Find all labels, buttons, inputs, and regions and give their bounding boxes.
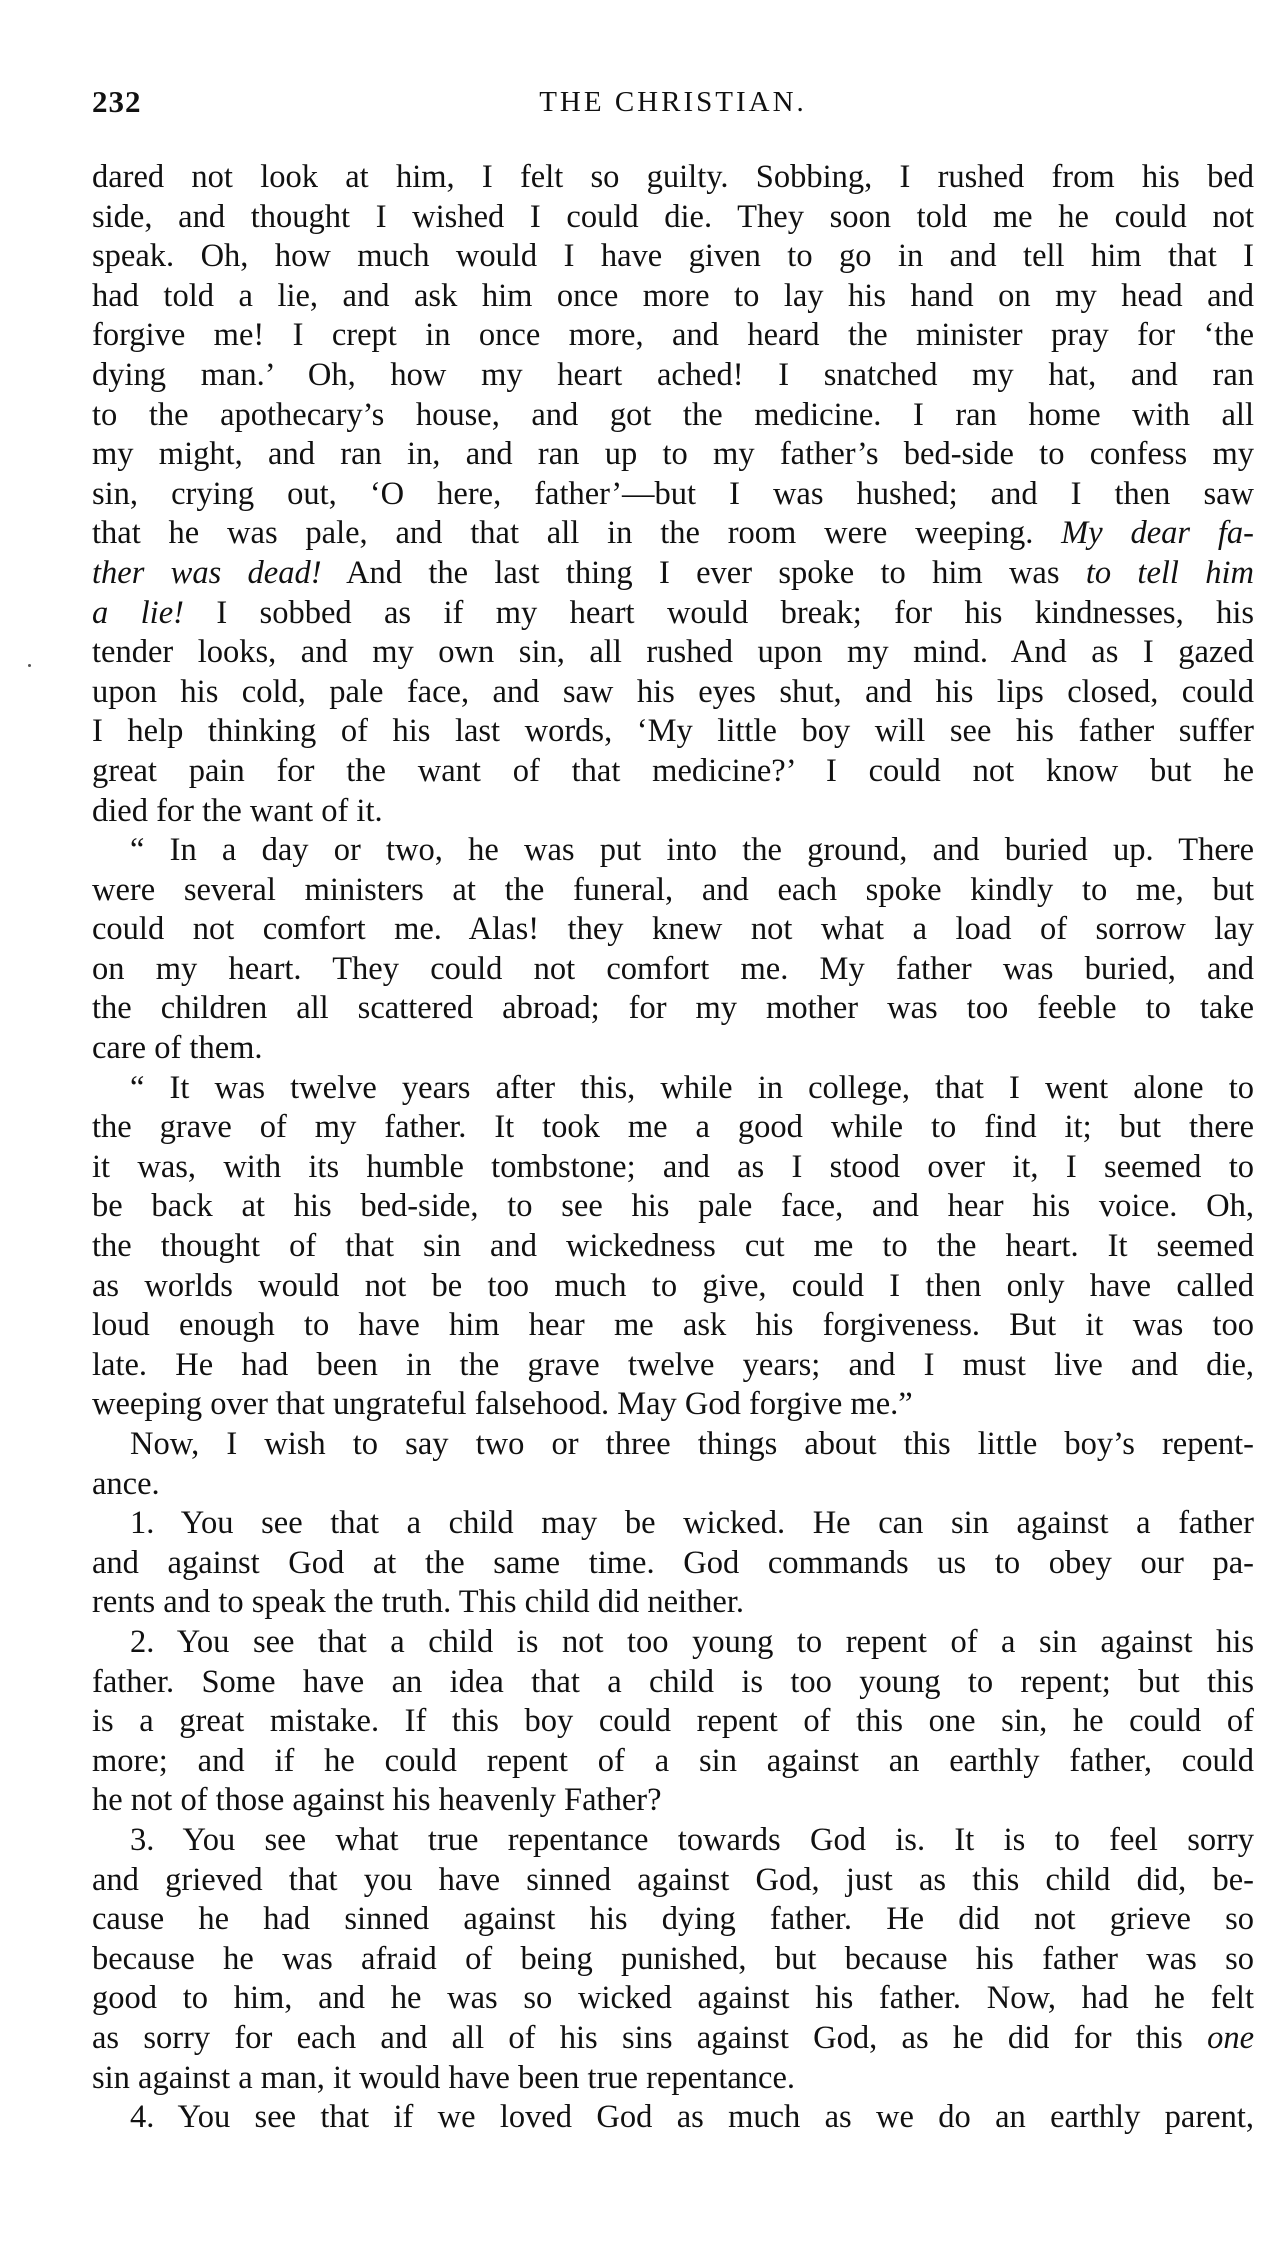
text-line <box>92 1504 1254 1544</box>
text-line <box>92 1861 1254 1901</box>
line-text: and grieved that you have sinned against God, just as this child did, be- <box>92 1861 1254 1898</box>
text-line <box>92 1346 1254 1386</box>
text-line <box>92 989 1254 1029</box>
line-text: And the last thing I ever spoke to him was <box>321 554 1060 591</box>
line-text: and against God at the same time. God commands us to obey our pa- <box>92 1544 1254 1581</box>
text-line <box>92 1702 1254 1742</box>
text-line <box>92 1821 1254 1861</box>
italic-emphasis: to tell him <box>1085 554 1254 591</box>
text-line <box>92 2019 1254 2059</box>
text-line <box>92 237 1254 277</box>
text-line <box>92 673 1254 713</box>
text-line <box>92 633 1254 673</box>
line-text: “ It was twelve years after this, while in college, that I went alone to <box>130 1069 1254 1106</box>
text-line <box>92 356 1254 396</box>
text-line <box>92 316 1254 356</box>
line-text: I help thinking of his last words, ‘My little boy will see his father suffer <box>92 713 1254 750</box>
line-text: be back at his bed-side, to see his pale face, and hear his voice. Oh, <box>92 1188 1254 1225</box>
line-text: could not comfort me. Alas! they knew not what a load of sorrow lay <box>92 911 1254 948</box>
text-line <box>92 158 1254 198</box>
text-line <box>92 594 1254 634</box>
line-text: 4. You see that if we loved God as much as we do an earthly parent, <box>130 2099 1254 2136</box>
text-line <box>92 1069 1254 1109</box>
line-text: speak. Oh, how much would I have given to go in and tell him that I <box>92 238 1254 275</box>
line-text: 3. You see what true repentance towards God is. It is to feel sorry <box>130 1821 1254 1858</box>
text-line <box>92 198 1254 238</box>
line-text: side, and thought I wished I could die. They soon told me he could not <box>92 198 1254 235</box>
line-text: is a great mistake. If this boy could repent of this one sin, he could of <box>92 1703 1254 1740</box>
line-text: good to him, and he was so wicked against his father. Now, had he felt <box>92 1980 1254 2017</box>
line-text: as worlds would not be too much to give, could I then only have called <box>92 1267 1254 1304</box>
text-line <box>92 792 1254 832</box>
text-line <box>92 1148 1254 1188</box>
line-text: late. He had been in the grave twelve years; and I must live and die, <box>92 1346 1254 1383</box>
line-text: had told a lie, and ask him once more to lay his hand on my head and <box>92 277 1254 314</box>
text-line <box>92 2098 1254 2138</box>
text-line <box>92 871 1254 911</box>
line-text: weeping over that ungrateful falsehood. May God forgive me.” <box>92 1386 913 1423</box>
line-text: died for the want of it. <box>92 792 383 829</box>
line-text: on my heart. They could not comfort me. My father was buried, and <box>92 950 1254 987</box>
text-line <box>92 712 1254 752</box>
line-text: “ In a day or two, he was put into the ground, and buried up. There <box>130 832 1254 869</box>
line-text: the grave of my father. It took me a good while to find it; but there <box>92 1109 1254 1146</box>
text-line <box>92 1306 1254 1346</box>
line-text: were several ministers at the funeral, and each spoke kindly to me, but <box>92 871 1254 908</box>
text-line <box>92 1187 1254 1227</box>
line-text: the children all scattered abroad; for my mother was too feeble to take <box>92 990 1254 1027</box>
line-text: father. Some have an idea that a child is too young to repent; but this <box>92 1663 1254 1700</box>
italic-emphasis: My dear fa- <box>1061 515 1254 552</box>
text-line <box>92 1742 1254 1782</box>
line-text: forgive me! I crept in once more, and heard the minister pray for ‘the <box>92 317 1254 354</box>
text-line <box>92 1029 1254 1069</box>
line-text: tender looks, and my own sin, all rushed upon my mind. And as I gazed <box>92 634 1254 671</box>
line-text: rents and to speak the truth. This child did neither. <box>92 1584 744 1621</box>
text-line <box>92 1425 1254 1465</box>
text-line <box>92 1979 1254 2019</box>
line-text: Now, I wish to say two or three things about this little boy’s repent- <box>130 1426 1254 1462</box>
text-line <box>92 1108 1254 1148</box>
line-text: it was, with its humble tombstone; and as I stood over it, I seemed to <box>92 1148 1254 1185</box>
text-line <box>92 1663 1254 1703</box>
text-line <box>92 1623 1254 1663</box>
page-header <box>92 84 1254 128</box>
line-text: cause he had sinned against his dying father. He did not grieve so <box>92 1901 1254 1938</box>
line-text: because he was afraid of being punished, but because his father was so <box>92 1940 1254 1977</box>
body-text <box>92 158 1254 2138</box>
line-text: the thought of that sin and wickedness cut me to the heart. It seemed <box>92 1228 1254 1265</box>
line-text: that he was pale, and that all in the room were weeping. <box>92 515 1034 552</box>
italic-emphasis: a lie! <box>92 594 184 631</box>
line-text: upon his cold, pale face, and saw his eyes shut, and his lips closed, could <box>92 673 1254 710</box>
page-number: 232 <box>92 84 142 119</box>
text-line <box>92 752 1254 792</box>
line-text: 1. You see that a child may be wicked. He can sin against a father <box>130 1505 1254 1542</box>
line-text: 2. You see that a child is not too young to repent of a sin against his <box>130 1623 1254 1660</box>
text-line <box>92 1227 1254 1267</box>
text-line <box>92 1940 1254 1980</box>
line-text: I sobbed as if my heart would break; for his kindnesses, his <box>183 594 1254 631</box>
print-speck <box>28 664 31 667</box>
text-line <box>92 475 1254 515</box>
line-text: sin, crying out, ‘O here, father’—but I was hushed; and I then saw <box>92 475 1254 512</box>
line-text: great pain for the want of that medicine?’ I could not know but he <box>92 752 1254 789</box>
text-line <box>92 554 1254 594</box>
italic-emphasis: ther was dead! <box>92 554 322 591</box>
text-line <box>92 514 1254 554</box>
text-line <box>92 831 1254 871</box>
text-line <box>92 1583 1254 1623</box>
text-line <box>92 910 1254 950</box>
text-line <box>92 1900 1254 1940</box>
line-text: more; and if he could repent of a sin against an earthly father, could <box>92 1742 1254 1779</box>
line-text: to the apothecary’s house, and got the medicine. I ran home with all <box>92 396 1254 433</box>
text-line <box>92 435 1254 475</box>
line-text: loud enough to have him hear me ask his forgiveness. But it was too <box>92 1307 1254 1344</box>
text-line <box>92 1544 1254 1584</box>
text-line <box>92 950 1254 990</box>
text-line <box>92 1267 1254 1307</box>
line-text: dying man.’ Oh, how my heart ached! I snatched my hat, and ran <box>92 356 1254 393</box>
running-title: THE CHRISTIAN. <box>539 86 807 118</box>
line-text: dared not look at him, I felt so guilty. Sobbing, I rushed from his bed <box>92 159 1254 195</box>
text-line <box>92 1781 1254 1821</box>
line-text: sin against a man, it would have been true repentance. <box>92 2059 796 2096</box>
text-line <box>92 1385 1254 1425</box>
line-text: he not of those against his heavenly Father? <box>92 1782 662 1819</box>
line-text: as sorry for each and all of his sins against God, as he did for this <box>92 2019 1183 2056</box>
line-text: care of them. <box>92 1030 263 1067</box>
italic-emphasis: one <box>1207 2019 1254 2056</box>
text-line <box>92 277 1254 317</box>
line-text: my might, and ran in, and ran up to my father’s bed-side to confess my <box>92 436 1254 473</box>
text-line <box>92 396 1254 436</box>
text-line <box>92 2059 1254 2099</box>
line-text: ance. <box>92 1465 160 1502</box>
text-line <box>92 1465 1254 1505</box>
